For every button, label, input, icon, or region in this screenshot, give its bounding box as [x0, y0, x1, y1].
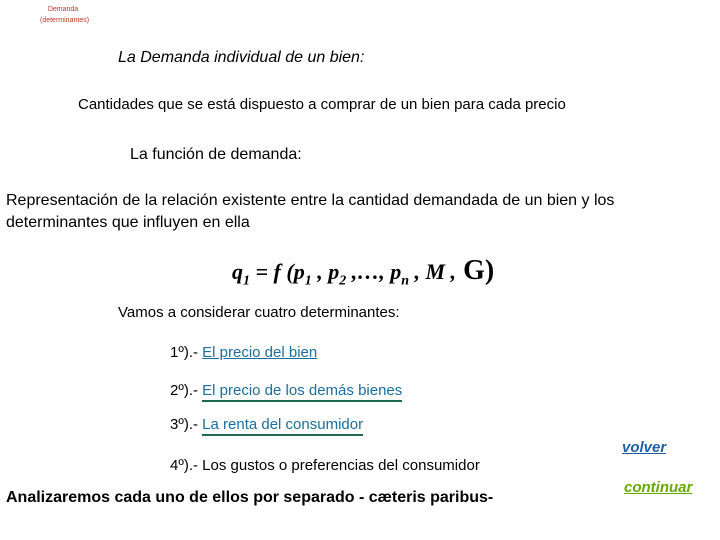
closing-statement: Analizaremos cada uno de ellos por separado - cæteris paribus- [6, 489, 494, 506]
formula-eq: = f (p [250, 259, 305, 284]
description-paragraph: Representación de la relación existente entre la cantidad demandada de un bien y los determinantes que influyen en ella [6, 192, 615, 231]
page-title: La Demanda individual de un bien: [118, 49, 365, 66]
item-number: 3º).- [170, 416, 203, 433]
own-price-link[interactable]: El precio del bien [202, 344, 318, 361]
income-link[interactable]: La renta del consumidor [202, 416, 363, 436]
section-note: Demanda (determinantes) [40, 6, 90, 24]
determinant-item-1 [170, 344, 317, 361]
formula-pn-sub: n [401, 273, 409, 289]
back-link[interactable]: volver [622, 439, 667, 456]
formula-sep1: , p [311, 259, 340, 284]
formula-p2-sub: 2 [339, 273, 347, 289]
determinant-item-2 [170, 382, 402, 399]
item-number: 4º).- [170, 457, 203, 474]
other-prices-link[interactable]: El precio de los demás bienes [202, 382, 402, 402]
definition-text: Cantidades que se está dispuesto a comprar de un bien para cada precio [78, 96, 566, 113]
item-number: 2º).- [170, 382, 203, 399]
formula-last: G) [456, 255, 495, 286]
determinant-item-3 [170, 416, 363, 433]
continue-link[interactable]: continuar [624, 479, 693, 496]
formula-p1-sub: 1 [304, 273, 312, 289]
demand-function-formula [232, 255, 494, 289]
section-title: La función de demanda: [130, 146, 302, 163]
formula-rest: , M , [409, 259, 457, 284]
determinant-item-4 [170, 457, 480, 474]
formula-lhs: q [232, 259, 243, 284]
formula-lhs-sub: 1 [243, 273, 250, 289]
formula-dots: ,…, p [346, 259, 402, 284]
item-number: 1º).- [170, 344, 203, 361]
determinants-lead: Vamos a considerar cuatro determinantes: [118, 304, 400, 321]
preferences-text: Los gustos o preferencias del consumidor [202, 457, 480, 474]
